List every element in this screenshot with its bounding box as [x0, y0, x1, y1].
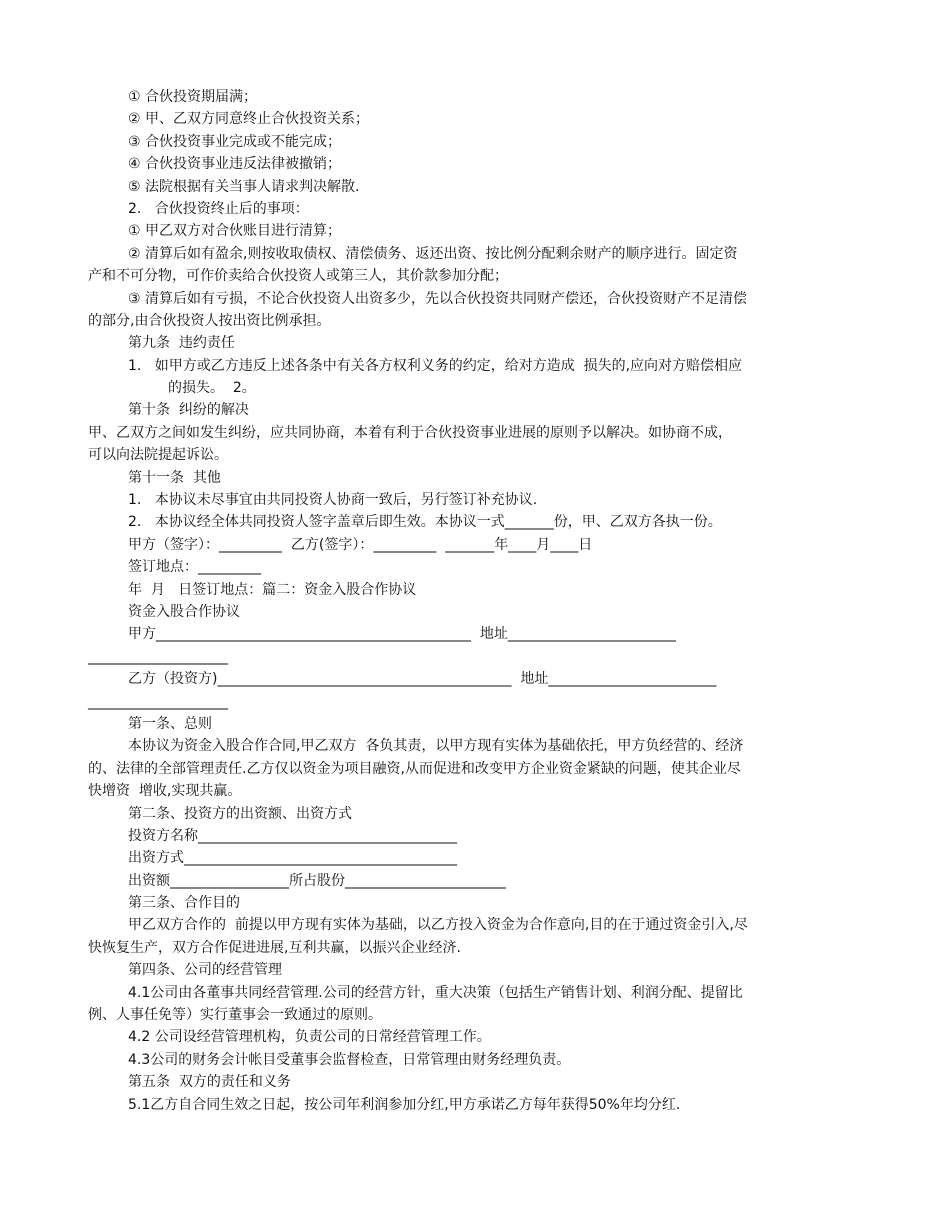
date-and-part-two-heading: 年 月 日签订地点：篇二：资金入股合作协议 [128, 581, 417, 598]
document-title: 资金入股合作协议 [128, 603, 240, 620]
investment-method-line: 出资方式_______________________________________ [128, 850, 457, 867]
party-a-line-cont: ____________________ [88, 648, 228, 665]
paragraph-general-cont-1: 的、法律的全部管理责任.乙方仅以资金为项目融资,从而促进和改变甲方企业资金紧缺的问题，使其企业尽 [88, 760, 741, 777]
paragraph-loss-cont: 的部分,由合伙投资人按出资比例承担。 [88, 312, 331, 329]
section-heading-management: 第四条、公司的经营管理 [128, 962, 282, 979]
list-item-mutual-termination: ② 甲、乙双方同意终止合伙投资关系； [128, 111, 369, 128]
paragraph-4-2: 4.2 公司设经营管理机构，负责公司的日常经营管理工作。 [128, 1029, 491, 1046]
paragraph-purpose: 甲乙双方合作的 前提以甲方现有实体为基础，以乙方投入资金为合作意向,目的在于通过资金引入,尽 [128, 917, 748, 934]
investment-amount-line: 出资额_________________所占股份_______________________ [128, 872, 506, 889]
section-heading-investment: 第二条、投资方的出资额、出资方式 [128, 805, 352, 822]
paragraph-breach: 1. 如甲方或乙方违反上述各条中有关各方权利义务的约定，给对方造成 损失的,应向对方赔偿相应 [128, 357, 743, 374]
paragraph-breach-cont: 的损失。 2。 [168, 380, 256, 397]
list-item-business-completed: ③ 合伙投资事业完成或不能完成； [128, 133, 342, 150]
section-heading-article-10: 第十条 纠纷的解决 [128, 402, 249, 419]
signing-place-line: 签订地点：_________ [128, 559, 261, 576]
section-heading-general: 第一条、总则 [128, 715, 212, 732]
paragraph-4-1-cont: 例、人事任免等）实行董事会一致通过的原则。 [88, 1007, 382, 1024]
list-item-court-dissolution: ⑤ 法院根据有关当事人请求判决解散. [128, 178, 360, 195]
list-item-liquidation: ① 甲乙双方对合伙账目进行清算； [128, 223, 342, 240]
paragraph-5-1: 5.1乙方自合同生效之日起，按公司年利润参加分红,甲方承诺乙方每年获得50%年均分红. [128, 1096, 681, 1113]
section-heading-article-9: 第九条 违约责任 [128, 335, 235, 352]
paragraph-effective: 2. 本协议经全体共同投资人签字盖章后即生效。本协议一式_______份，甲、乙双方各执一份。 [128, 514, 722, 531]
investor-name-line: 投资方名称_____________________________________ [128, 827, 457, 844]
party-b-line: 乙方（投资方)__________________________________________ 地址________________________ [128, 671, 717, 688]
paragraph-dispute-cont: 可以向法院提起诉讼。 [88, 447, 228, 464]
signature-line: 甲方（签字）：_________ 乙方(签字）：_________ _______年____月____日 [128, 536, 593, 553]
section-heading-responsibilities: 第五条 双方的责任和义务 [128, 1074, 291, 1091]
paragraph-loss: ③ 清算后如有亏损，不论合伙投资人出资多少，先以合伙投资共同财产偿还，合伙投资财产不足清偿 [128, 290, 747, 307]
paragraph-dispute: 甲、乙双方之间如发生纠纷，应共同协商，本着有利于合伙投资事业进展的原则予以解决。如协商不成， [88, 424, 732, 441]
paragraph-4-3: 4.3公司的财务会计帐目受董事会监督检查，日常管理由财务经理负责。 [128, 1051, 571, 1068]
list-item-term-expired: ① 合伙投资期届满； [128, 89, 258, 105]
paragraph-surplus: ② 清算后如有盈余,则按收取债权、清偿债务、返还出资、按比例分配剩余财产的顺序进行。固定资 [128, 245, 738, 262]
party-b-line-cont: ____________________ [88, 693, 228, 710]
section-heading-purpose: 第三条、合作目的 [128, 895, 240, 912]
paragraph-4-1: 4.1公司由各董事共同经营管理.公司的经营方针，重大决策（包括生产销售计划、利润分配、提留比 [128, 984, 743, 1001]
paragraph-surplus-cont: 产和不可分物，可作价卖给合伙投资人或第三人，其价款参加分配； [88, 268, 508, 285]
paragraph-general: 本协议为资金入股合作合同,甲乙双方 各负其责，以甲方现有实体为基础依托，甲方负经营的、经济 [128, 738, 744, 755]
party-a-line: 甲方_____________________________________________ 地址________________________ [128, 626, 676, 643]
paragraph-purpose-cont: 快恢复生产，双方合作促进进展,互利共赢，以振兴企业经济. [88, 939, 461, 956]
section-heading-article-11: 第十一条 其他 [128, 469, 221, 486]
numbered-heading-termination-matters: 2. 合伙投资终止后的事项： [128, 200, 309, 217]
list-item-revoked: ④ 合伙投资事业违反法律被撤销； [128, 156, 342, 173]
paragraph-general-cont-2: 快增资 增收,实现共赢。 [88, 783, 242, 800]
paragraph-supplement: 1. 本协议未尽事宜由共同投资人协商一致后，另行签订补充协议. [128, 492, 538, 509]
document-page [88, 86, 863, 1116]
